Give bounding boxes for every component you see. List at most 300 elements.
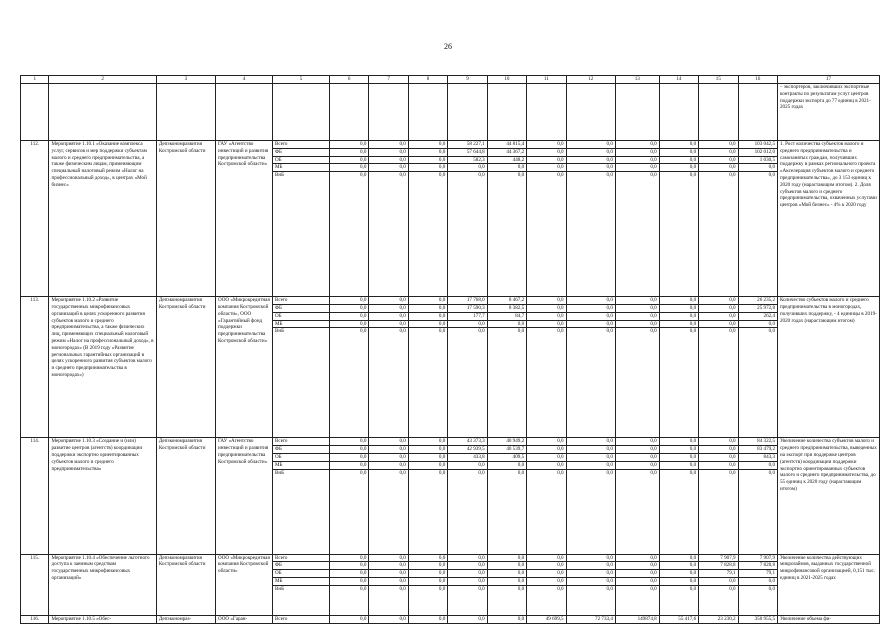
column-header: 16 (738, 76, 777, 84)
value-cell: 0,0 (615, 453, 659, 461)
value-cell: 0,0 (448, 570, 487, 578)
value-cell: 0,0 (659, 446, 698, 454)
funding-source: ВнБ (272, 469, 329, 554)
value-cell: 0,0 (659, 297, 698, 305)
value-cell: 0,0 (659, 164, 698, 172)
result-cell: Количество субъектов малого и среднего предпринимательства в моногородах, получивших поддержку, - 4 единицы в 2019-2020 годах (нарастающим итогом) (778, 297, 880, 438)
value-cell: 0,0 (659, 148, 698, 156)
column-header: 6 (329, 76, 368, 84)
value-cell: 0,0 (448, 585, 487, 615)
value-cell: 0,0 (615, 328, 659, 438)
funding-source: ФБ (272, 446, 329, 454)
value-cell: 0,0 (615, 141, 659, 149)
value-cell: 0,0 (699, 461, 738, 469)
value-cell: 0,0 (329, 320, 368, 328)
value-cell: 0,0 (527, 297, 566, 305)
empty-cell (738, 84, 777, 141)
value-cell: 0,0 (699, 148, 738, 156)
value-cell: 0,0 (369, 453, 408, 461)
value-cell: 55 417,6 (659, 615, 698, 623)
value-cell: 0,0 (615, 297, 659, 305)
value-cell: 0,0 (615, 148, 659, 156)
value-cell: 0,0 (369, 438, 408, 446)
empty-cell (329, 84, 368, 141)
value-cell: 0,0 (699, 304, 738, 312)
value-cell: 7 828,8 (699, 562, 738, 570)
value-cell: 0,0 (738, 172, 777, 297)
measure-name: Мероприятие 1.10.2 «Развитие государственных микрофинансовых организаций в целях ускоренного развития субъектов малого и среднего предпринимательства, а также физических лиц, применяющих специальный налоговый режим «Налог на профессиональный доход», в моногородах» (В 2019 году «Развитие региональных гарантийных организаций в целях ускоренного развития субъектов малого и среднего предпринимательства в моногородах») (49, 297, 156, 438)
value-cell: 0,0 (699, 585, 738, 615)
value-cell: 0,0 (699, 164, 738, 172)
funding-source: МБ (272, 320, 329, 328)
value-cell: 0,0 (527, 570, 566, 578)
value-cell: 0,0 (408, 469, 447, 554)
value-cell: 0,0 (408, 461, 447, 469)
value-cell: 0,0 (615, 164, 659, 172)
value-cell: 0,0 (615, 304, 659, 312)
value-cell: 0,0 (487, 554, 526, 562)
value-cell: 0,0 (527, 438, 566, 446)
executor-cell: Депэкономразвития Костромской области (156, 438, 215, 554)
value-cell: 0,0 (615, 438, 659, 446)
executor-cell: Депэкономразвития Костромской области (156, 141, 215, 297)
empty-cell (566, 84, 615, 141)
value-cell: 0,0 (369, 615, 408, 623)
value-cell: 0,0 (329, 164, 368, 172)
funding-source: МБ (272, 164, 329, 172)
value-cell: 7 828,8 (738, 562, 777, 570)
value-cell: 0,0 (487, 320, 526, 328)
value-cell: 103 042,5 (738, 141, 777, 149)
value-cell: 0,0 (738, 577, 777, 585)
value-cell: 0,0 (329, 562, 368, 570)
executor-cell: Депэкономразвития Костромской области (156, 297, 215, 438)
table-row (21, 141, 880, 149)
value-cell: 433,8 (448, 453, 487, 461)
column-header: 15 (699, 76, 738, 84)
value-cell: 0,0 (527, 156, 566, 164)
value-cell: 0,0 (369, 297, 408, 305)
value-cell: 0,0 (369, 172, 408, 297)
value-cell: 0,0 (329, 469, 368, 554)
value-cell: 0,0 (369, 156, 408, 164)
value-cell: 0,0 (699, 469, 738, 554)
value-cell: 0,0 (659, 141, 698, 149)
value-cell: 0,0 (566, 172, 615, 297)
value-cell: 0,0 (408, 446, 447, 454)
table-row (21, 438, 880, 446)
value-cell: 0,0 (369, 320, 408, 328)
value-cell: 0,0 (329, 570, 368, 578)
value-cell: 0,0 (329, 585, 368, 615)
value-cell: 8 467,2 (487, 297, 526, 305)
executor-cell: Депэкономраз- (156, 615, 215, 623)
value-cell: 0,0 (369, 304, 408, 312)
column-header: 1 (21, 76, 49, 84)
value-cell: 0,0 (615, 320, 659, 328)
value-cell: 0,0 (408, 562, 447, 570)
measure-name: Мероприятие 1.10.1 «Оказание комплекса услуг, сервисов и мер поддержки субъектам малого и среднего предпринимательства, а также физическим лицам, применяющим специальный налоговый режим «Налог на профессиональный доход», в центрах «Мой бизнес» (49, 141, 156, 297)
value-cell: 0,0 (329, 148, 368, 156)
value-cell: 0,0 (448, 554, 487, 562)
empty-cell (216, 84, 273, 141)
value-cell: 44 367,2 (487, 148, 526, 156)
column-header: 9 (448, 76, 487, 84)
value-cell: 0,0 (408, 297, 447, 305)
value-cell: 0,0 (659, 320, 698, 328)
value-cell: 0,0 (527, 585, 566, 615)
value-cell: 0,0 (448, 469, 487, 554)
value-cell: 58 227,1 (448, 141, 487, 149)
value-cell: 0,0 (329, 461, 368, 469)
result-cell: Увеличение количества действующих микрозаймов, выданных государственной микрофинансовой организацией, 0,151 тыс. единиц в 2021-2025 годах (778, 554, 880, 615)
funding-source: Всего (272, 615, 329, 623)
column-header: 11 (527, 76, 566, 84)
value-cell: 1 030,5 (738, 156, 777, 164)
empty-cell (49, 84, 156, 141)
value-cell: 0,0 (527, 446, 566, 454)
value-cell: 0,0 (408, 615, 447, 623)
entry-number: 114. (21, 438, 49, 554)
value-cell: 0,0 (408, 585, 447, 615)
value-cell: 0,0 (738, 164, 777, 172)
value-cell: 0,0 (566, 469, 615, 554)
value-cell: 0,0 (408, 453, 447, 461)
value-cell: 0,0 (408, 156, 447, 164)
value-cell: 0,0 (487, 585, 526, 615)
value-cell: 0,0 (448, 615, 487, 623)
funding-source: Всего (272, 438, 329, 446)
empty-cell (369, 84, 408, 141)
column-header: 12 (566, 76, 615, 84)
funding-source: МБ (272, 577, 329, 585)
value-cell: 0,0 (527, 164, 566, 172)
value-cell: 0,0 (408, 577, 447, 585)
value-cell: 0,0 (566, 141, 615, 149)
funding-source: ОБ (272, 570, 329, 578)
value-cell: 0,0 (329, 446, 368, 454)
value-cell: 0,0 (408, 141, 447, 149)
value-cell: 0,0 (527, 453, 566, 461)
value-cell: 0,0 (487, 328, 526, 438)
empty-cell (272, 84, 329, 141)
value-cell: 79,1 (738, 570, 777, 578)
value-cell: 0,0 (329, 438, 368, 446)
value-cell: 0,0 (487, 172, 526, 297)
value-cell: 350 955,5 (738, 615, 777, 623)
entry-number: 116. (21, 615, 49, 623)
column-header: 14 (659, 76, 698, 84)
funding-source: МБ (272, 461, 329, 469)
value-cell: 0,0 (448, 164, 487, 172)
empty-cell (408, 84, 447, 141)
value-cell: 0,0 (369, 585, 408, 615)
value-cell: 84 322,5 (738, 438, 777, 446)
value-cell: 40 949,2 (487, 438, 526, 446)
value-cell: 0,0 (615, 562, 659, 570)
value-cell: 0,0 (448, 577, 487, 585)
funding-source: ФБ (272, 562, 329, 570)
value-cell: 0,0 (369, 312, 408, 320)
table-row (21, 615, 880, 623)
empty-cell (615, 84, 659, 141)
value-cell: 0,0 (659, 172, 698, 297)
value-cell: 0,0 (408, 320, 447, 328)
value-cell: 0,0 (699, 297, 738, 305)
value-cell: 0,0 (659, 554, 698, 562)
value-cell: 43 373,3 (448, 438, 487, 446)
value-cell: 0,0 (448, 172, 487, 297)
value-cell: 0,0 (527, 141, 566, 149)
value-cell: 0,0 (699, 156, 738, 164)
value-cell: 0,0 (566, 554, 615, 562)
value-cell: 102 012,0 (738, 148, 777, 156)
value-cell: 0,0 (487, 469, 526, 554)
value-cell: 0,0 (329, 453, 368, 461)
value-cell: 0,0 (566, 577, 615, 585)
value-cell: 0,0 (448, 562, 487, 570)
value-cell: 0,0 (659, 461, 698, 469)
continuation-row (21, 84, 880, 141)
value-cell: 26 235,2 (738, 297, 777, 305)
result-cell: Увеличение количества субъектов малого и среднего предпринимательства, выведенных на экспорт при поддержке центров (агентств) координации поддержки экспортно ориентированных субъектов малого и среднего предпринимательства, до 55 единиц к 2020 году (нарастающим итогом) (778, 438, 880, 554)
value-cell: 0,0 (487, 562, 526, 570)
value-cell: 0,0 (527, 469, 566, 554)
value-cell: 0,0 (329, 615, 368, 623)
table-header-row (21, 76, 880, 84)
value-cell: 0,0 (566, 312, 615, 320)
partner-cell: ООО «Микрокредитная компания Костромской области» (216, 554, 273, 615)
entry-number: 113. (21, 297, 49, 438)
value-cell: 0,0 (527, 148, 566, 156)
column-header: 4 (216, 76, 273, 84)
value-cell: 0,0 (699, 172, 738, 297)
value-cell: 0,0 (527, 577, 566, 585)
result-cell: 1. Рост количества субъектов малого и среднего предпринимательства и самозанятых граждан, получивших поддержку в рамках регионального проекта «Акселерация субъектов малого и среднего предпринимательства», до 3 153 единиц к 2020 году (нарастающим итогом). 2. Доля субъектов малого и среднего предпринимательства, охваченных услугами центров «Мой бизнес» - 4% к 2020 году (778, 141, 880, 297)
value-cell: 0,0 (369, 469, 408, 554)
value-cell: 44 815,4 (487, 141, 526, 149)
value-cell: 0,0 (408, 554, 447, 562)
value-cell: 0,0 (369, 554, 408, 562)
partner-cell: ГАУ «Агентство инвестиций и развития предпринимательства Костромской области» (216, 438, 273, 554)
value-cell: 0,0 (659, 328, 698, 438)
value-cell: 0,0 (527, 172, 566, 297)
value-cell: 0,0 (487, 570, 526, 578)
value-cell: 25 972,8 (738, 304, 777, 312)
value-cell: 40 539,7 (487, 446, 526, 454)
value-cell: 149874,8 (615, 615, 659, 623)
value-cell: 0,0 (566, 328, 615, 438)
empty-cell (448, 84, 487, 141)
value-cell: 0,0 (329, 297, 368, 305)
value-cell: 79,1 (699, 570, 738, 578)
value-cell: 0,0 (738, 461, 777, 469)
value-cell: 0,0 (487, 461, 526, 469)
value-cell: 0,0 (527, 320, 566, 328)
table-row (21, 554, 880, 562)
measures-table (20, 75, 880, 624)
measure-name: Мероприятие 1.10.5 «Обес- (49, 615, 156, 623)
value-cell: 0,0 (566, 562, 615, 570)
column-header: 5 (272, 76, 329, 84)
partner-cell: ООО «Микрокредитная компания Костромской области», ООО «Гарантийный фонд поддержки предпринимательства Костромской области» (216, 297, 273, 438)
funding-source: Всего (272, 554, 329, 562)
column-header: 2 (49, 76, 156, 84)
value-cell: 0,0 (329, 328, 368, 438)
value-cell: 0,0 (699, 577, 738, 585)
value-cell: 0,0 (699, 141, 738, 149)
empty-cell (156, 84, 215, 141)
value-cell: 0,0 (566, 461, 615, 469)
value-cell: 0,0 (615, 570, 659, 578)
value-cell: 0,0 (448, 328, 487, 438)
value-cell: 49 699,5 (527, 615, 566, 623)
empty-cell (21, 84, 49, 141)
value-cell: 0,0 (659, 562, 698, 570)
value-cell: 0,0 (659, 453, 698, 461)
value-cell: 0,0 (448, 461, 487, 469)
value-cell: 0,0 (408, 148, 447, 156)
entry-number: 112. (21, 141, 49, 297)
value-cell: 0,0 (566, 453, 615, 461)
value-cell: 23 230,2 (699, 615, 738, 623)
value-cell: 0,0 (369, 164, 408, 172)
empty-cell (487, 84, 526, 141)
value-cell: 0,0 (566, 164, 615, 172)
column-header: 13 (615, 76, 659, 84)
value-cell: 0,0 (615, 312, 659, 320)
empty-cell (699, 84, 738, 141)
partner-cell: ГАУ «Агентство инвестиций и развития предпринимательства Костромской области» (216, 141, 273, 297)
result-cell: Увеличение объема фи- (778, 615, 880, 623)
value-cell: 0,0 (448, 320, 487, 328)
value-cell: 0,0 (527, 562, 566, 570)
value-cell: 7 907,9 (699, 554, 738, 562)
value-cell: 0,0 (699, 328, 738, 438)
column-header: 7 (369, 76, 408, 84)
value-cell: 8 382,5 (487, 304, 526, 312)
value-cell: 0,0 (615, 577, 659, 585)
value-cell: 0,0 (615, 585, 659, 615)
value-cell: 0,0 (566, 148, 615, 156)
value-cell: 72 733,4 (566, 615, 615, 623)
executor-cell: Депэкономразвития Костромской области (156, 554, 215, 615)
value-cell: 83 479,2 (738, 446, 777, 454)
value-cell: 0,0 (408, 312, 447, 320)
value-cell: 0,0 (566, 304, 615, 312)
funding-source: ОБ (272, 312, 329, 320)
value-cell: 0,0 (738, 585, 777, 615)
value-cell: 7 907,9 (738, 554, 777, 562)
column-header: 3 (156, 76, 215, 84)
value-cell: 0,0 (699, 312, 738, 320)
value-cell: 0,0 (566, 438, 615, 446)
partner-cell: ООО «Гаран- (216, 615, 273, 623)
value-cell: 0,0 (699, 453, 738, 461)
value-cell: 0,0 (659, 577, 698, 585)
value-cell: 57 644,8 (448, 148, 487, 156)
value-cell: 0,0 (369, 141, 408, 149)
value-cell: 0,0 (527, 304, 566, 312)
value-cell: 0,0 (329, 172, 368, 297)
value-cell: 0,0 (738, 320, 777, 328)
value-cell: 0,0 (738, 469, 777, 554)
value-cell: 0,0 (615, 469, 659, 554)
value-cell: 0,0 (408, 438, 447, 446)
value-cell: 0,0 (566, 297, 615, 305)
value-cell: 0,0 (566, 570, 615, 578)
value-cell: 0,0 (329, 554, 368, 562)
value-cell: 177,7 (448, 312, 487, 320)
value-cell: 0,0 (566, 156, 615, 164)
value-cell: 0,0 (487, 615, 526, 623)
value-cell: 0,0 (329, 577, 368, 585)
value-cell: 0,0 (659, 469, 698, 554)
measure-name: Мероприятие 1.10.4 «Обеспечение льготного доступа к заемным средствам государственных микрофинансовых организаций» (49, 554, 156, 615)
value-cell: 84,7 (487, 312, 526, 320)
value-cell: 0,0 (699, 320, 738, 328)
value-cell: 0,0 (615, 446, 659, 454)
value-cell: 0,0 (659, 585, 698, 615)
value-cell: 0,0 (615, 461, 659, 469)
value-cell: 843,3 (738, 453, 777, 461)
value-cell: 0,0 (369, 446, 408, 454)
funding-source: ФБ (272, 304, 329, 312)
value-cell: 0,0 (738, 328, 777, 438)
empty-cell (659, 84, 698, 141)
page-number: 26 (444, 42, 452, 51)
value-cell: 0,0 (408, 570, 447, 578)
column-header: 8 (408, 76, 447, 84)
value-cell: 0,0 (659, 156, 698, 164)
value-cell: 0,0 (566, 585, 615, 615)
value-cell: 448,2 (487, 156, 526, 164)
funding-source: ВнБ (272, 328, 329, 438)
value-cell: 0,0 (369, 570, 408, 578)
value-cell: 0,0 (659, 570, 698, 578)
value-cell: 0,0 (566, 446, 615, 454)
funding-source: ВнБ (272, 172, 329, 297)
value-cell: 0,0 (408, 172, 447, 297)
value-cell: 0,0 (615, 172, 659, 297)
value-cell: 0,0 (329, 141, 368, 149)
result-cell: – экспортеров, заключивших экспортные контракты по результатам услуг центров поддержки экспорта до 77 единиц в 2021-2025 годах (778, 84, 880, 141)
value-cell: 0,0 (369, 461, 408, 469)
value-cell: 0,0 (659, 312, 698, 320)
value-cell: 0,0 (527, 554, 566, 562)
value-cell: 262,4 (738, 312, 777, 320)
value-cell: 0,0 (659, 438, 698, 446)
value-cell: 17 768,0 (448, 297, 487, 305)
funding-source: Всего (272, 141, 329, 149)
value-cell: 0,0 (659, 304, 698, 312)
value-cell: 0,0 (699, 446, 738, 454)
funding-source: ОБ (272, 156, 329, 164)
value-cell: 0,0 (615, 156, 659, 164)
value-cell: 582,3 (448, 156, 487, 164)
value-cell: 0,0 (408, 304, 447, 312)
value-cell: 0,0 (329, 312, 368, 320)
value-cell: 0,0 (329, 304, 368, 312)
value-cell: 409,5 (487, 453, 526, 461)
value-cell: 0,0 (527, 312, 566, 320)
value-cell: 0,0 (369, 562, 408, 570)
value-cell: 0,0 (369, 148, 408, 156)
funding-source: Всего (272, 297, 329, 305)
value-cell: 0,0 (369, 328, 408, 438)
value-cell: 0,0 (487, 164, 526, 172)
funding-source: ОБ (272, 453, 329, 461)
